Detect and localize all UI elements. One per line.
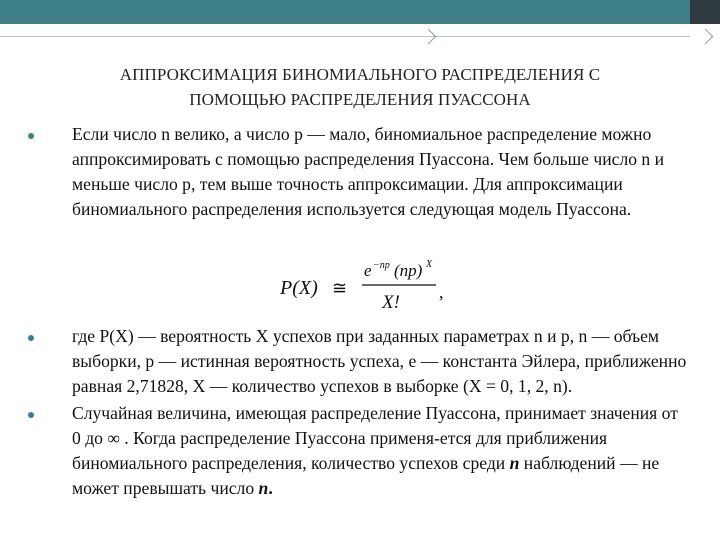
decorative-chevron-icon — [698, 29, 714, 45]
title-line-2: ПОМОЩЬЮ РАСПРЕДЕЛЕНИЯ ПУАССОНА — [189, 90, 531, 109]
bullet-3-text-after: . — [268, 478, 273, 498]
bullet-dot-icon — [28, 412, 34, 418]
formula-numerator-exponent: −np — [373, 260, 390, 271]
bullet-3-n-first: n — [509, 453, 520, 473]
formula-lhs: P(X) — [280, 277, 318, 299]
bullet-item-3 — [28, 401, 688, 501]
top-bar-teal-segment — [0, 0, 690, 24]
poisson-formula — [276, 258, 456, 318]
formula-numerator-term: (np) — [394, 261, 423, 280]
bullet-dot-icon — [28, 133, 34, 139]
formula-trailing-comma: , — [439, 282, 444, 302]
formula-numerator-base: e — [364, 261, 372, 280]
bullet-1-text: Если число n велико, а число р — мало, биномиальное распределение можно аппроксимировать с помощью распределения Пуассона. Чем больше число n и меньше число р, тем выше точность аппроксимации. Для аппроксимации биномиального распределения используется следующая модель Пуассона. — [72, 124, 665, 219]
bullet-3-text-before: Случайная величина, имеющая распределение Пуассона, принимает значения от 0 до ∞ . Когда распределение Пуассона применя-ется для приближения биномиального распределения, количество успехов среди — [72, 403, 678, 473]
top-decorative-bar — [0, 0, 720, 24]
decorative-chevron-icon — [421, 29, 437, 45]
title-line-1: АППРОКСИМАЦИЯ БИНОМИАЛЬНОГО РАСПРЕДЕЛЕНИЯ С — [119, 65, 601, 84]
bullet-3-text-middle: наблюдений — не может превышать число — [72, 453, 660, 498]
bullet-list-bottom — [28, 324, 688, 501]
bullet-list-top — [28, 122, 688, 222]
bullet-item-1 — [28, 122, 688, 222]
formula-approx: ≅ — [332, 278, 348, 298]
bullet-3-n-second: n — [258, 478, 269, 498]
formula-numerator-power: X — [426, 259, 433, 270]
bullet-item-2 — [28, 324, 688, 399]
bullet-2-text: где Р(Х) — вероятность Х успехов при заданных параметрах n и р, n — объем выборки, р — истинная вероятность успеха, е — константа Эйлера, приближенно равная 2,71828, Х — количество успехов в выборке (Х = 0, 1, 2, n). — [72, 326, 687, 396]
formula-graphic — [276, 258, 456, 318]
header-divider-line — [0, 36, 690, 37]
formula-denominator: X! — [382, 292, 400, 313]
bullet-dot-icon — [28, 335, 34, 341]
slide-title — [40, 62, 680, 112]
